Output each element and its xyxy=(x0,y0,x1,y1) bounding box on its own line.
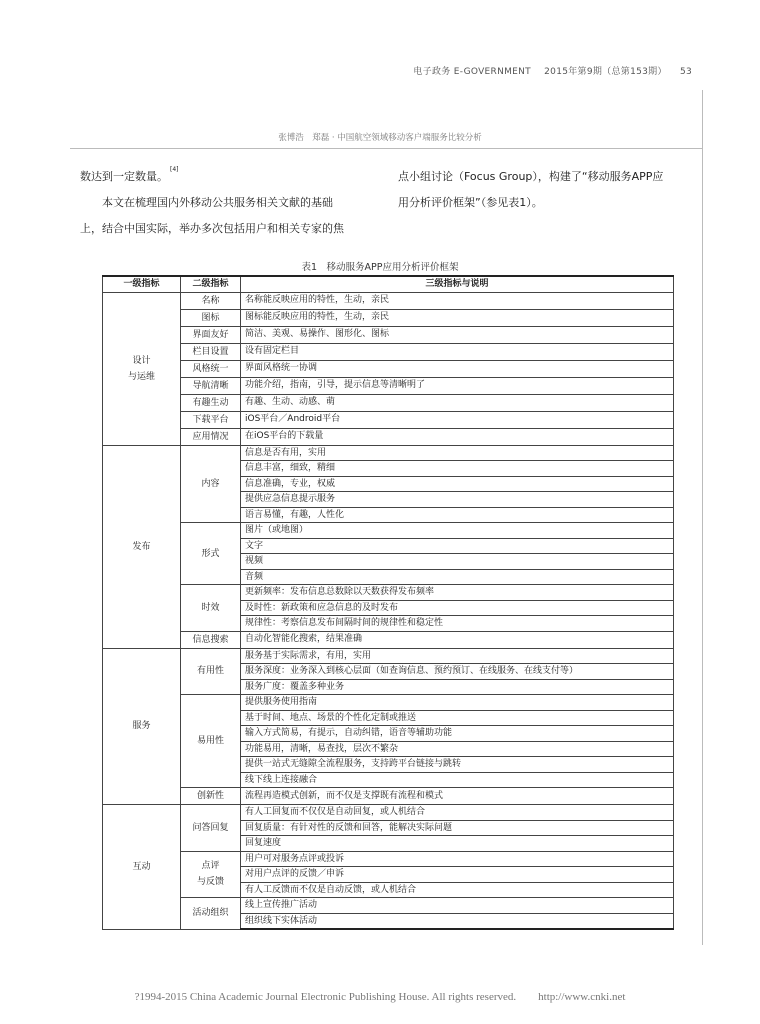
table-row xyxy=(103,585,674,601)
level2-cell: 内容 xyxy=(181,445,241,523)
table-row xyxy=(103,411,674,428)
body-line: 上，结合中国实际，举办多次包括用户和相关专家的焦 xyxy=(80,222,344,235)
table-row xyxy=(103,523,674,539)
table-row xyxy=(103,695,674,711)
level2-cell: 下载平台 xyxy=(181,411,241,428)
level3-cell: 在iOS平台的下载量 xyxy=(241,428,674,445)
table-body xyxy=(103,292,674,929)
level1-cell: 设计 与运维 xyxy=(103,292,181,445)
left-column xyxy=(80,164,390,242)
table-row xyxy=(103,648,674,664)
level3-cell: 提供服务使用指南 xyxy=(241,695,674,711)
level3-cell: 组织线下实体活动 xyxy=(241,913,674,929)
level3-cell: 视频 xyxy=(241,554,674,570)
level2-cell: 活动组织 xyxy=(181,898,241,930)
level3-cell: 服务深度：业务深入到核心层面（如查询信息、预约预订、在线服务、在线支付等） xyxy=(241,664,674,680)
level3-cell: 有趣、生动、动感、萌 xyxy=(241,394,674,411)
table-row xyxy=(103,428,674,445)
level2-cell: 有趣生动 xyxy=(181,394,241,411)
level3-cell: 更新频率：发布信息总数除以天数获得发布频率 xyxy=(241,585,674,601)
level3-cell: 流程再造模式创新，而不仅是支撑既有流程和模式 xyxy=(241,788,674,805)
body-line: 数达到一定数量。[4] xyxy=(80,166,179,183)
level3-cell: 名称能反映应用的特性，生动，亲民 xyxy=(241,292,674,309)
table-caption: 表1 移动服务APP应用分析评价框架 xyxy=(301,262,459,273)
level2-cell: 有用性 xyxy=(181,648,241,695)
level3-cell: iOS平台／Android平台 xyxy=(241,411,674,428)
table-row xyxy=(103,326,674,343)
table-header-row xyxy=(103,276,674,292)
page-number: 53 xyxy=(679,67,692,77)
level3-cell: 及时性：新政策和应急信息的及时发布 xyxy=(241,600,674,616)
level3-cell: 用户可对服务点评或投诉 xyxy=(241,851,674,867)
header-level1: 一级指标 xyxy=(103,276,181,292)
level2-cell: 易用性 xyxy=(181,695,241,788)
level3-cell: 信息是否有用，实用 xyxy=(241,445,674,461)
table-row xyxy=(103,805,674,821)
level3-cell: 对用户点评的反馈／申诉 xyxy=(241,867,674,883)
article-subheader: 张博浩 郑磊 · 中国航空领域移动客户端服务比较分析 xyxy=(278,133,482,143)
issue-info: 2015年第9期（总第153期） xyxy=(544,67,667,77)
right-column xyxy=(398,164,698,216)
level3-cell: 信息准确，专业，权威 xyxy=(241,476,674,492)
level3-cell: 自动化智能化搜索，结果准确 xyxy=(241,631,674,648)
level3-cell: 设有固定栏目 xyxy=(241,343,674,360)
table-row xyxy=(103,445,674,461)
level3-cell: 界面风格统一协调 xyxy=(241,360,674,377)
level3-cell: 功能介绍，指南，引导，提示信息等清晰明了 xyxy=(241,377,674,394)
table-row xyxy=(103,898,674,914)
table-row xyxy=(103,631,674,648)
table-row xyxy=(103,851,674,867)
level2-cell: 问答回复 xyxy=(181,805,241,852)
level2-cell: 形式 xyxy=(181,523,241,585)
table-row xyxy=(103,394,674,411)
table-row xyxy=(103,377,674,394)
level3-cell: 功能易用，清晰，易查找，层次不繁杂 xyxy=(241,741,674,757)
level3-cell: 图片（或地图） xyxy=(241,523,674,539)
table-row xyxy=(103,788,674,805)
table-row xyxy=(103,360,674,377)
body-line: 点小组讨论（Focus Group），构建了“移动服务APP应 xyxy=(398,170,664,183)
level2-cell: 应用情况 xyxy=(181,428,241,445)
level3-cell: 规律性：考察信息发布间隔时间的规律性和稳定性 xyxy=(241,616,674,632)
level3-cell: 语言易懂，有趣，人性化 xyxy=(241,507,674,523)
evaluation-framework-table xyxy=(102,275,674,930)
level1-cell: 互动 xyxy=(103,805,181,930)
level3-cell: 提供应急信息提示服务 xyxy=(241,492,674,508)
body-line: 本文在梳理国内外移动公共服务相关文献的基础 xyxy=(80,196,333,209)
level2-cell: 信息搜索 xyxy=(181,631,241,648)
level2-cell: 导航清晰 xyxy=(181,377,241,394)
journal-name: 电子政务 E-GOVERNMENT xyxy=(413,67,531,77)
level2-cell: 栏目设置 xyxy=(181,343,241,360)
level3-cell: 服务广度：覆盖多种业务 xyxy=(241,679,674,695)
table-row xyxy=(103,343,674,360)
level3-cell: 信息丰富，细致，精细 xyxy=(241,461,674,477)
header-level3: 三级指标与说明 xyxy=(241,276,674,292)
header-rule xyxy=(70,148,702,149)
level3-cell: 有人工回复而不仅仅是自动回复，或人机结合 xyxy=(241,805,674,821)
level2-cell: 图标 xyxy=(181,309,241,326)
level1-cell: 服务 xyxy=(103,648,181,805)
level3-cell: 音频 xyxy=(241,569,674,585)
citation-ref: [4] xyxy=(170,166,179,173)
table-row xyxy=(103,309,674,326)
margin-rule xyxy=(702,90,703,945)
level3-cell: 有人工反馈而不仅是自动反馈，或人机结合 xyxy=(241,882,674,898)
level2-cell: 时效 xyxy=(181,585,241,632)
level3-cell: 线下线上连接融合 xyxy=(241,772,674,788)
level3-cell: 回复质量：有针对性的反馈和回答，能解决实际问题 xyxy=(241,820,674,836)
body-line: 用分析评价框架”（参见表1）。 xyxy=(398,196,543,209)
level3-cell: 回复速度 xyxy=(241,836,674,852)
level3-cell: 图标能反映应用的特性，生动，亲民 xyxy=(241,309,674,326)
header-level2: 二级指标 xyxy=(181,276,241,292)
running-header xyxy=(403,64,692,77)
level3-cell: 服务基于实际需求，有用，实用 xyxy=(241,648,674,664)
level1-cell: 发布 xyxy=(103,445,181,648)
copyright-footer: ?1994-2015 China Academic Journal Electronic Publishing House. All rights reserved. http://www.cnki.net xyxy=(134,991,626,1003)
level2-cell: 风格统一 xyxy=(181,360,241,377)
level2-cell: 点评 与反馈 xyxy=(181,851,241,898)
level2-cell: 创新性 xyxy=(181,788,241,805)
level3-cell: 线上宣传推广活动 xyxy=(241,898,674,914)
level2-cell: 界面友好 xyxy=(181,326,241,343)
level3-cell: 文字 xyxy=(241,538,674,554)
level3-cell: 基于时间、地点、场景的个性化定制或推送 xyxy=(241,710,674,726)
level3-cell: 输入方式简易，有提示，自动纠错，语音等辅助功能 xyxy=(241,726,674,742)
level3-cell: 简洁、美观、易操作、图形化、图标 xyxy=(241,326,674,343)
level3-cell: 提供一站式无缝隙全流程服务，支持跨平台链接与跳转 xyxy=(241,757,674,773)
level2-cell: 名称 xyxy=(181,292,241,309)
table-row xyxy=(103,292,674,309)
